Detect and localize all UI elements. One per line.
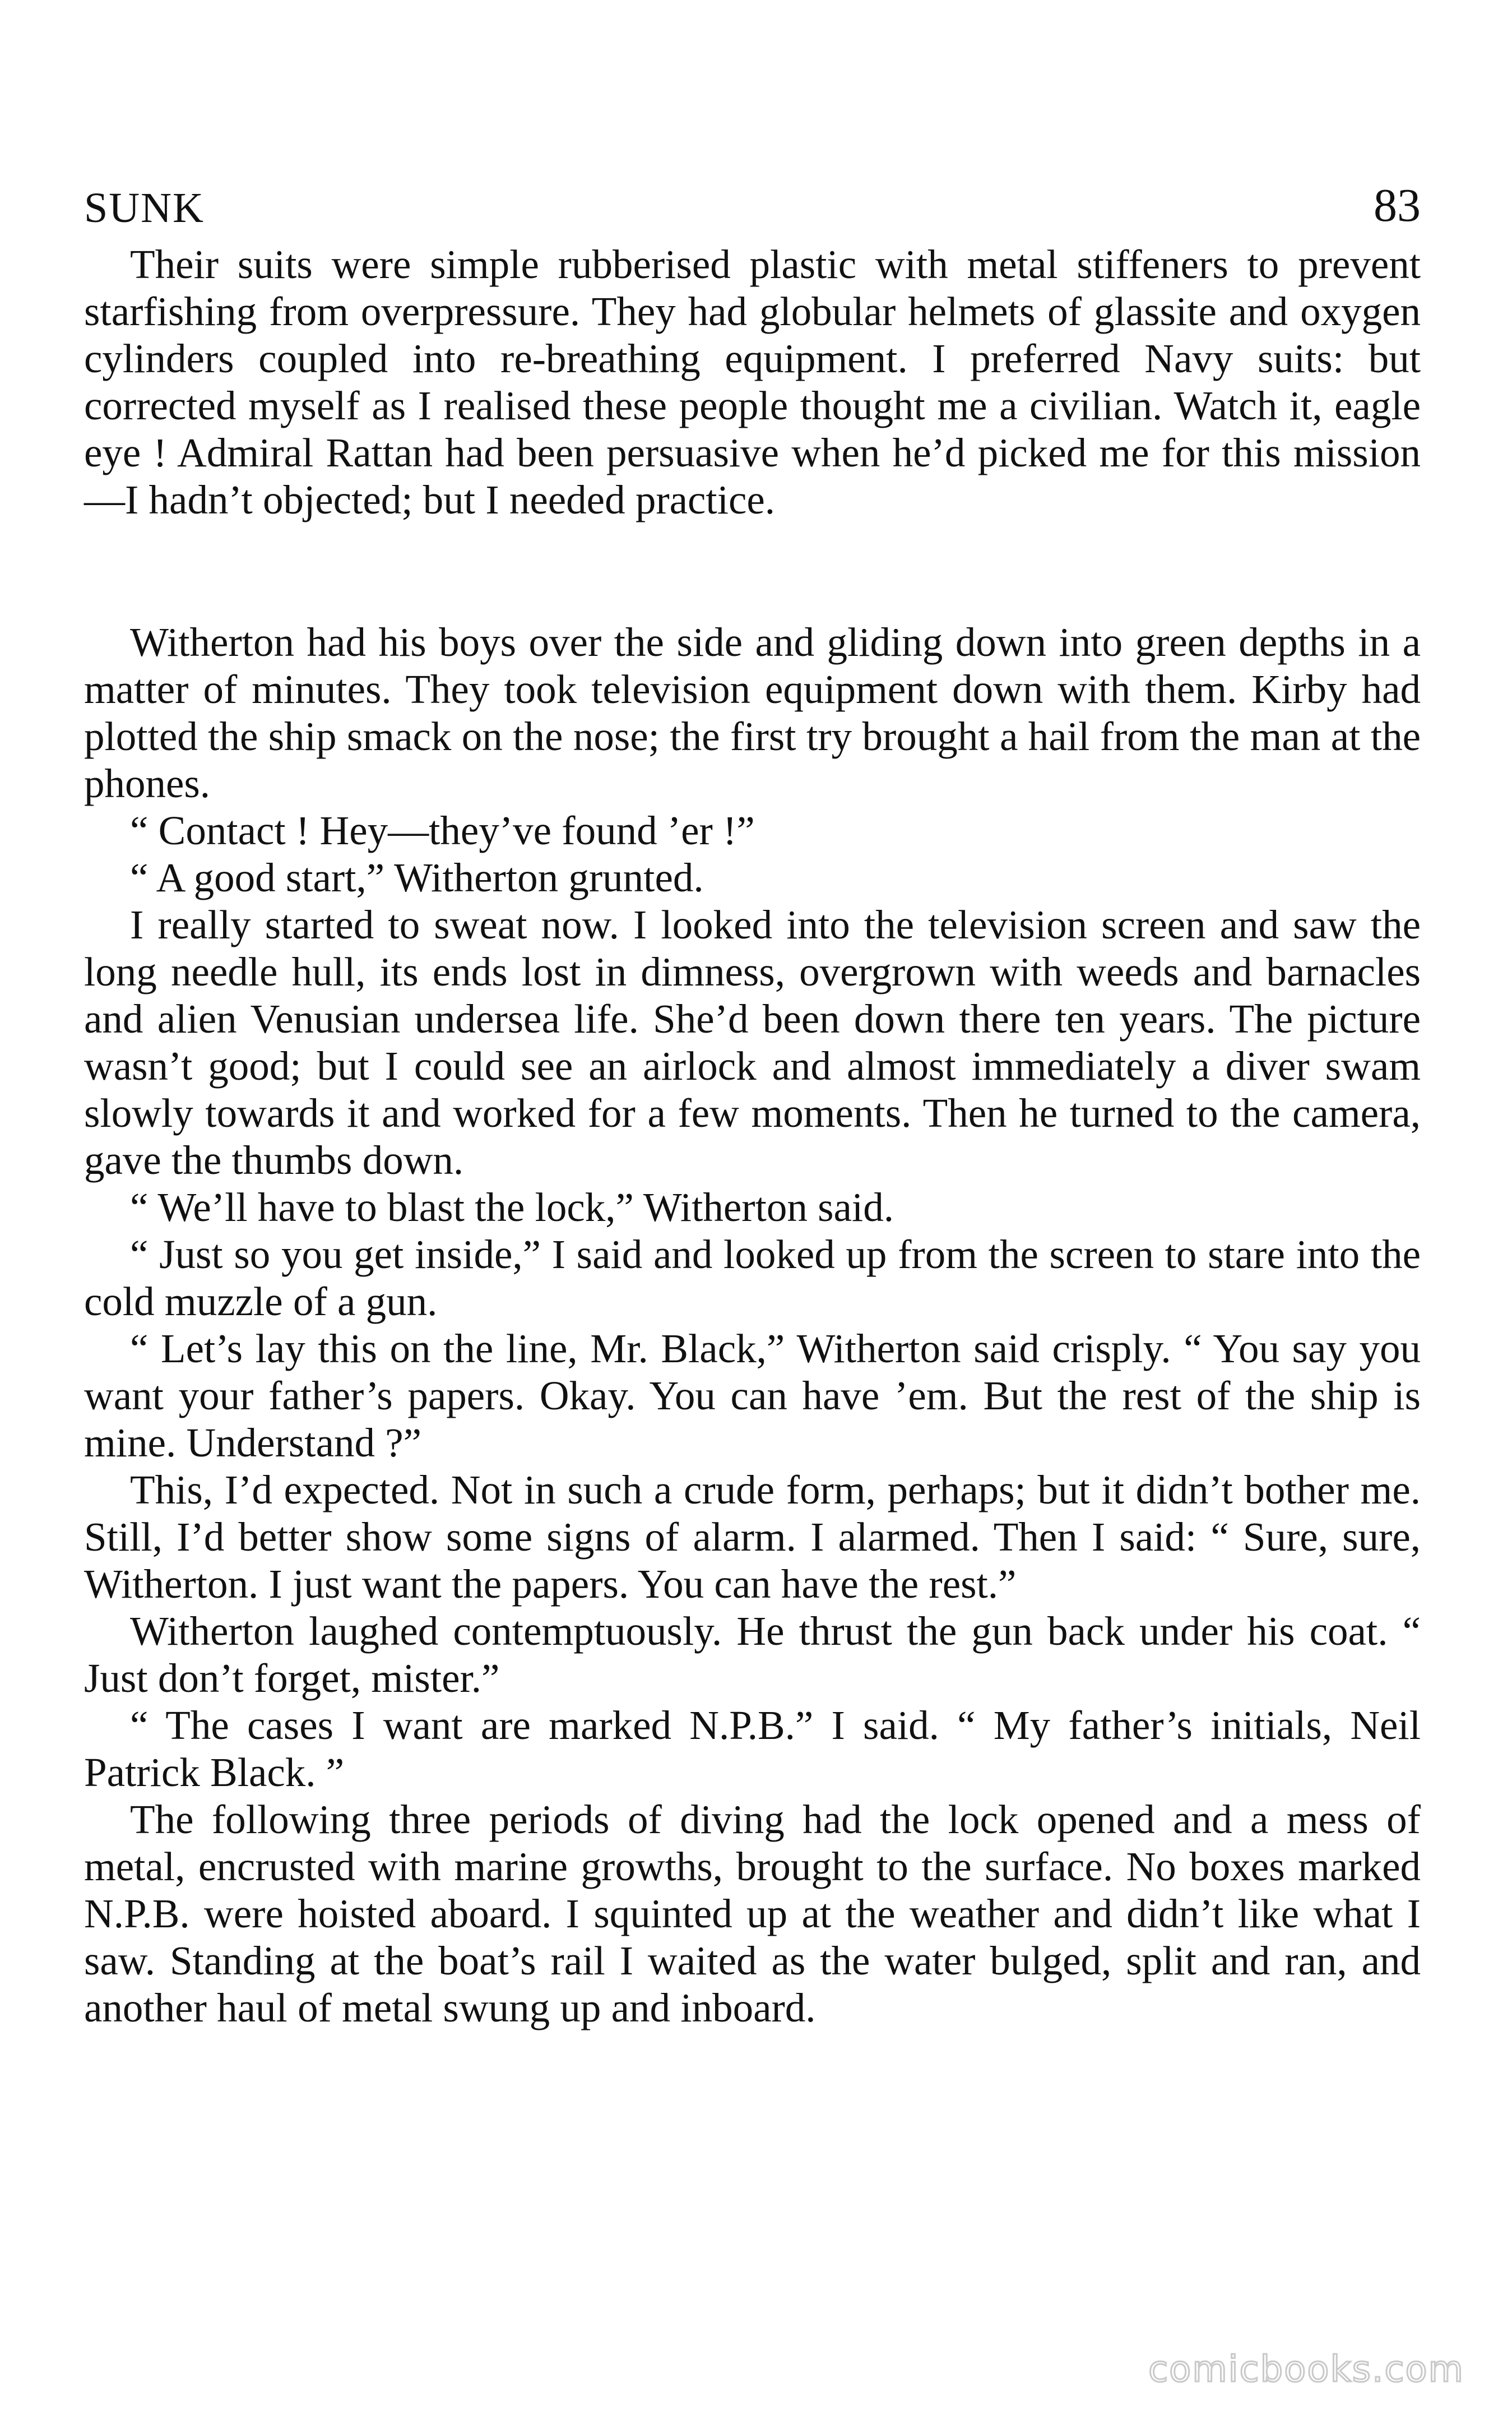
body-text (84, 241, 1421, 2032)
page-header (84, 174, 1421, 241)
paragraph: “ We’ll have to blast the lock,” Witherton said. (130, 1185, 894, 1230)
paragraph: “ The cases I want are marked N.P.B.” I said. “ My father’s initials, Neil Patrick Black. ” (84, 1703, 1421, 1795)
book-page (84, 174, 1421, 2032)
paragraph: Witherton had his boys over the side and gliding down into green depths in a matter of minutes. They took television equipment down with them. Kirby had plotted the ship smack on the nose; the first try brought a hail from the man at the phones. (84, 619, 1421, 806)
paragraph: “ Just so you get inside,” I said and looked up from the screen to stare into the cold muzzle of a gun. (84, 1232, 1421, 1324)
paragraph: I really started to sweat now. I looked into the television screen and saw the long needle hull, its ends lost in dimness, overgrown with weeds and barnacles and alien Venusian undersea life. She’d been down there ten years. The picture wasn’t good; but I could see an airlock and almost immediately a diver swam slowly towards it and worked for a few moments. Then he turned to the camera, gave the thumbs down. (84, 902, 1421, 1183)
page-number: 83 (1374, 179, 1421, 232)
paragraph: The following three periods of diving had the lock opened and a mess of metal, encrusted with marine growths, brought to the surface. No boxes marked N.P.B. were hoisted aboard. I squinted up at the weather and didn’t like what I saw. Standing at the boat’s rail I waited as the water bulged, split and ran, and another haul of metal swung up and inboard. (84, 1797, 1421, 2030)
paragraph: Their suits were simple rubberised plastic with metal stiffeners to prevent starfishing from overpressure. They had globular helmets of glassite and oxygen cylinders coupled into re-breathing equipment. I preferred Navy suits: but corrected myself as I realised these people thought me a civilian. Watch it, eagle eye ! Admiral Rattan had been persuasive when he’d picked me for this mission—I hadn’t objected; but I needed practice. (84, 242, 1421, 522)
watermark: comicbooks.com (1148, 2349, 1464, 2390)
paragraph: Witherton laughed contemptuously. He thrust the gun back under his coat. “ Just don’t forget, mister.” (84, 1608, 1421, 1701)
paragraph: “ Let’s lay this on the line, Mr. Black,” Witherton said crisply. “ You say you want your father’s papers. Okay. You can have ’em. But the rest of the ship is mine. Understand ?” (84, 1326, 1421, 1465)
paragraph: “ Contact ! Hey—they’ve found ’er !” (130, 808, 755, 853)
paragraph: This, I’d expected. Not in such a crude form, perhaps; but it didn’t bother me. Still, I’d better show some signs of alarm. I alarmed. Then I said: “ Sure, sure, Witherton. I just want the papers. You can have the rest.” (84, 1467, 1421, 1607)
running-head: SUNK (84, 184, 205, 232)
paragraph: “ A good start,” Witherton grunted. (130, 855, 704, 900)
section-break (84, 524, 1421, 619)
